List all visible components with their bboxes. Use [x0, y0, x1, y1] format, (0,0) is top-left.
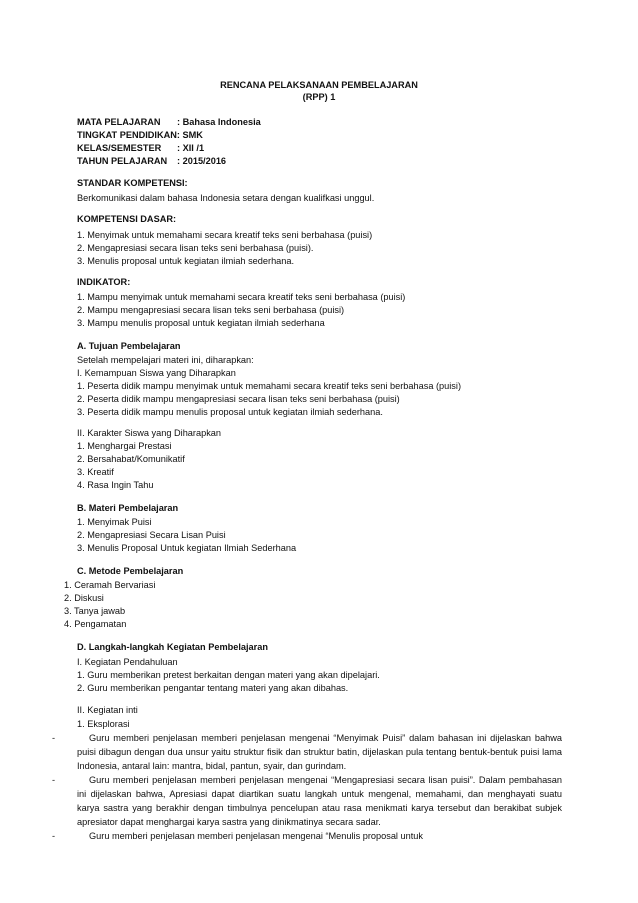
paragraph: Guru memberi penjelasan memberi penjelasan mengenai “Mengapresiasi secara lisan puisi”. Dalam pembahasan ini dijelaskan bahwa, Apresiasi dapat diartikan suatu langkah untuk mengenal, memahami, dan menghayati suatu karya sastra yang berakhir dengan timbulnya pencelupan atau rasa menikmati karya tersebut dan berakibat subjek apresiator dapat menghargai karya sastra yang dinikmatinya secara sadar. [77, 775, 562, 827]
section-heading: D. Langkah-langkah Kegiatan Pembelajaran [77, 642, 268, 652]
list-item: 2. Bersahabat/Komunikatif [77, 454, 185, 464]
identity-row [77, 130, 203, 141]
list-item: 3. Peserta didik mampu menulis proposal untuk kegiatan ilmiah sederhana. [77, 407, 383, 417]
list-item: 1. Menyimak Puisi [77, 517, 152, 527]
dash-bullet: - [52, 733, 56, 743]
identity-row [77, 156, 226, 167]
list-item: 1. Menghargai Prestasi [77, 441, 172, 451]
section-heading: B. Materi Pembelajaran [77, 503, 179, 513]
identity-value: : XII /1 [177, 143, 205, 153]
identity-row [77, 117, 261, 128]
list-item: 1. Guru memberikan pretest berkaitan dengan materi yang akan dipelajari. [77, 670, 380, 680]
section-text: Berkomunikasi dalam bahasa Indonesia setara dengan kualifkasi unggul. [77, 193, 375, 203]
sub-heading: II. Kegiatan inti [77, 705, 138, 715]
identity-value: : Bahasa Indonesia [177, 117, 261, 127]
identity-key: TINGKAT PENDIDIKAN [77, 130, 177, 140]
section-heading: C. Metode Pembelajaran [77, 566, 184, 576]
identity-key: KELAS/SEMESTER [77, 143, 162, 153]
section-heading: KOMPETENSI DASAR: [77, 214, 177, 224]
list-item: 2. Guru memberikan pengantar tentang materi yang akan dibahas. [77, 683, 349, 693]
section-heading: A. Tujuan Pembelajaran [77, 341, 181, 351]
list-item: 2. Mengapresiasi Secara Lisan Puisi [77, 530, 226, 540]
list-item: 2. Peserta didik mampu mengapresiasi secara lisan teks seni berbahasa (puisi) [77, 394, 400, 404]
paragraph: Guru memberi penjelasan memberi penjelasan mengenai “Menyimak Puisi” dalam bahasan ini dijelaskan bahwa puisi dibagun dengan dua unsur yaitu struktur fisik dan struktur batin, dijelaskan pula tentang bentuk-bentuk puisi lama Indonesia, antaral lain: mantra, bidal, pantun, syair, dan gurindam. [77, 733, 562, 771]
identity-value: : 2015/2016 [177, 156, 227, 166]
list-item: 3. Tanya jawab [64, 606, 126, 616]
list-item: 1. Ceramah Bervariasi [64, 580, 156, 590]
section-text: Setelah mempelajari materi ini, diharapkan: [77, 355, 254, 365]
dash-bullet: - [52, 775, 56, 785]
list-item: 2. Mampu mengapresiasi secara lisan teks seni berbahasa (puisi) [77, 305, 345, 315]
list-item: 3. Mampu menulis proposal untuk kegiatan ilmiah sederhana [77, 318, 325, 328]
sub-heading: II. Karakter Siswa yang Diharapkan [77, 428, 222, 438]
list-item: 1. Menyimak untuk memahami secara kreatif teks seni berbahasa (puisi) [77, 230, 373, 240]
list-item: 4. Rasa Ingin Tahu [77, 480, 154, 490]
list-item: 4. Pengamatan [64, 619, 127, 629]
list-item: 3. Menulis proposal untuk kegiatan ilmiah sederhana. [77, 256, 295, 266]
document-title: RENCANA PELAKSANAAN PEMBELAJARAN [220, 80, 418, 90]
list-item: 2. Diskusi [64, 593, 104, 603]
sub-heading: I. Kegiatan Pendahuluan [77, 657, 178, 667]
list-item: 1. Peserta didik mampu menyimak untuk memahami secara kreatif teks seni berbahasa (puisi) [77, 381, 461, 391]
section-heading: INDIKATOR: [77, 277, 131, 287]
list-item: 1. Mampu menyimak untuk memahami secara kreatif teks seni berbahasa (puisi) [77, 292, 406, 302]
document-subtitle: (RPP) 1 [302, 92, 336, 102]
dash-bullet: - [52, 831, 56, 841]
list-item: 3. Menulis Proposal Untuk kegiatan Ilmiah Sederhana [77, 543, 297, 553]
sub-heading: I. Kemampuan Siswa yang Diharapkan [77, 368, 236, 378]
identity-value: : SMK [176, 130, 203, 140]
paragraph: Guru memberi penjelasan memberi penjelasan mengenai “Menulis proposal untuk [89, 831, 423, 841]
list-item: 2. Mengapresiasi secara lisan teks seni berbahasa (puisi). [77, 243, 314, 253]
identity-key: MATA PELAJARAN [77, 117, 161, 127]
sub-heading: 1. Eksplorasi [77, 719, 130, 729]
identity-key: TAHUN PELAJARAN [77, 156, 168, 166]
list-item: 3. Kreatif [77, 467, 114, 477]
section-heading: STANDAR KOMPETENSI: [77, 178, 188, 188]
identity-row [77, 143, 204, 154]
